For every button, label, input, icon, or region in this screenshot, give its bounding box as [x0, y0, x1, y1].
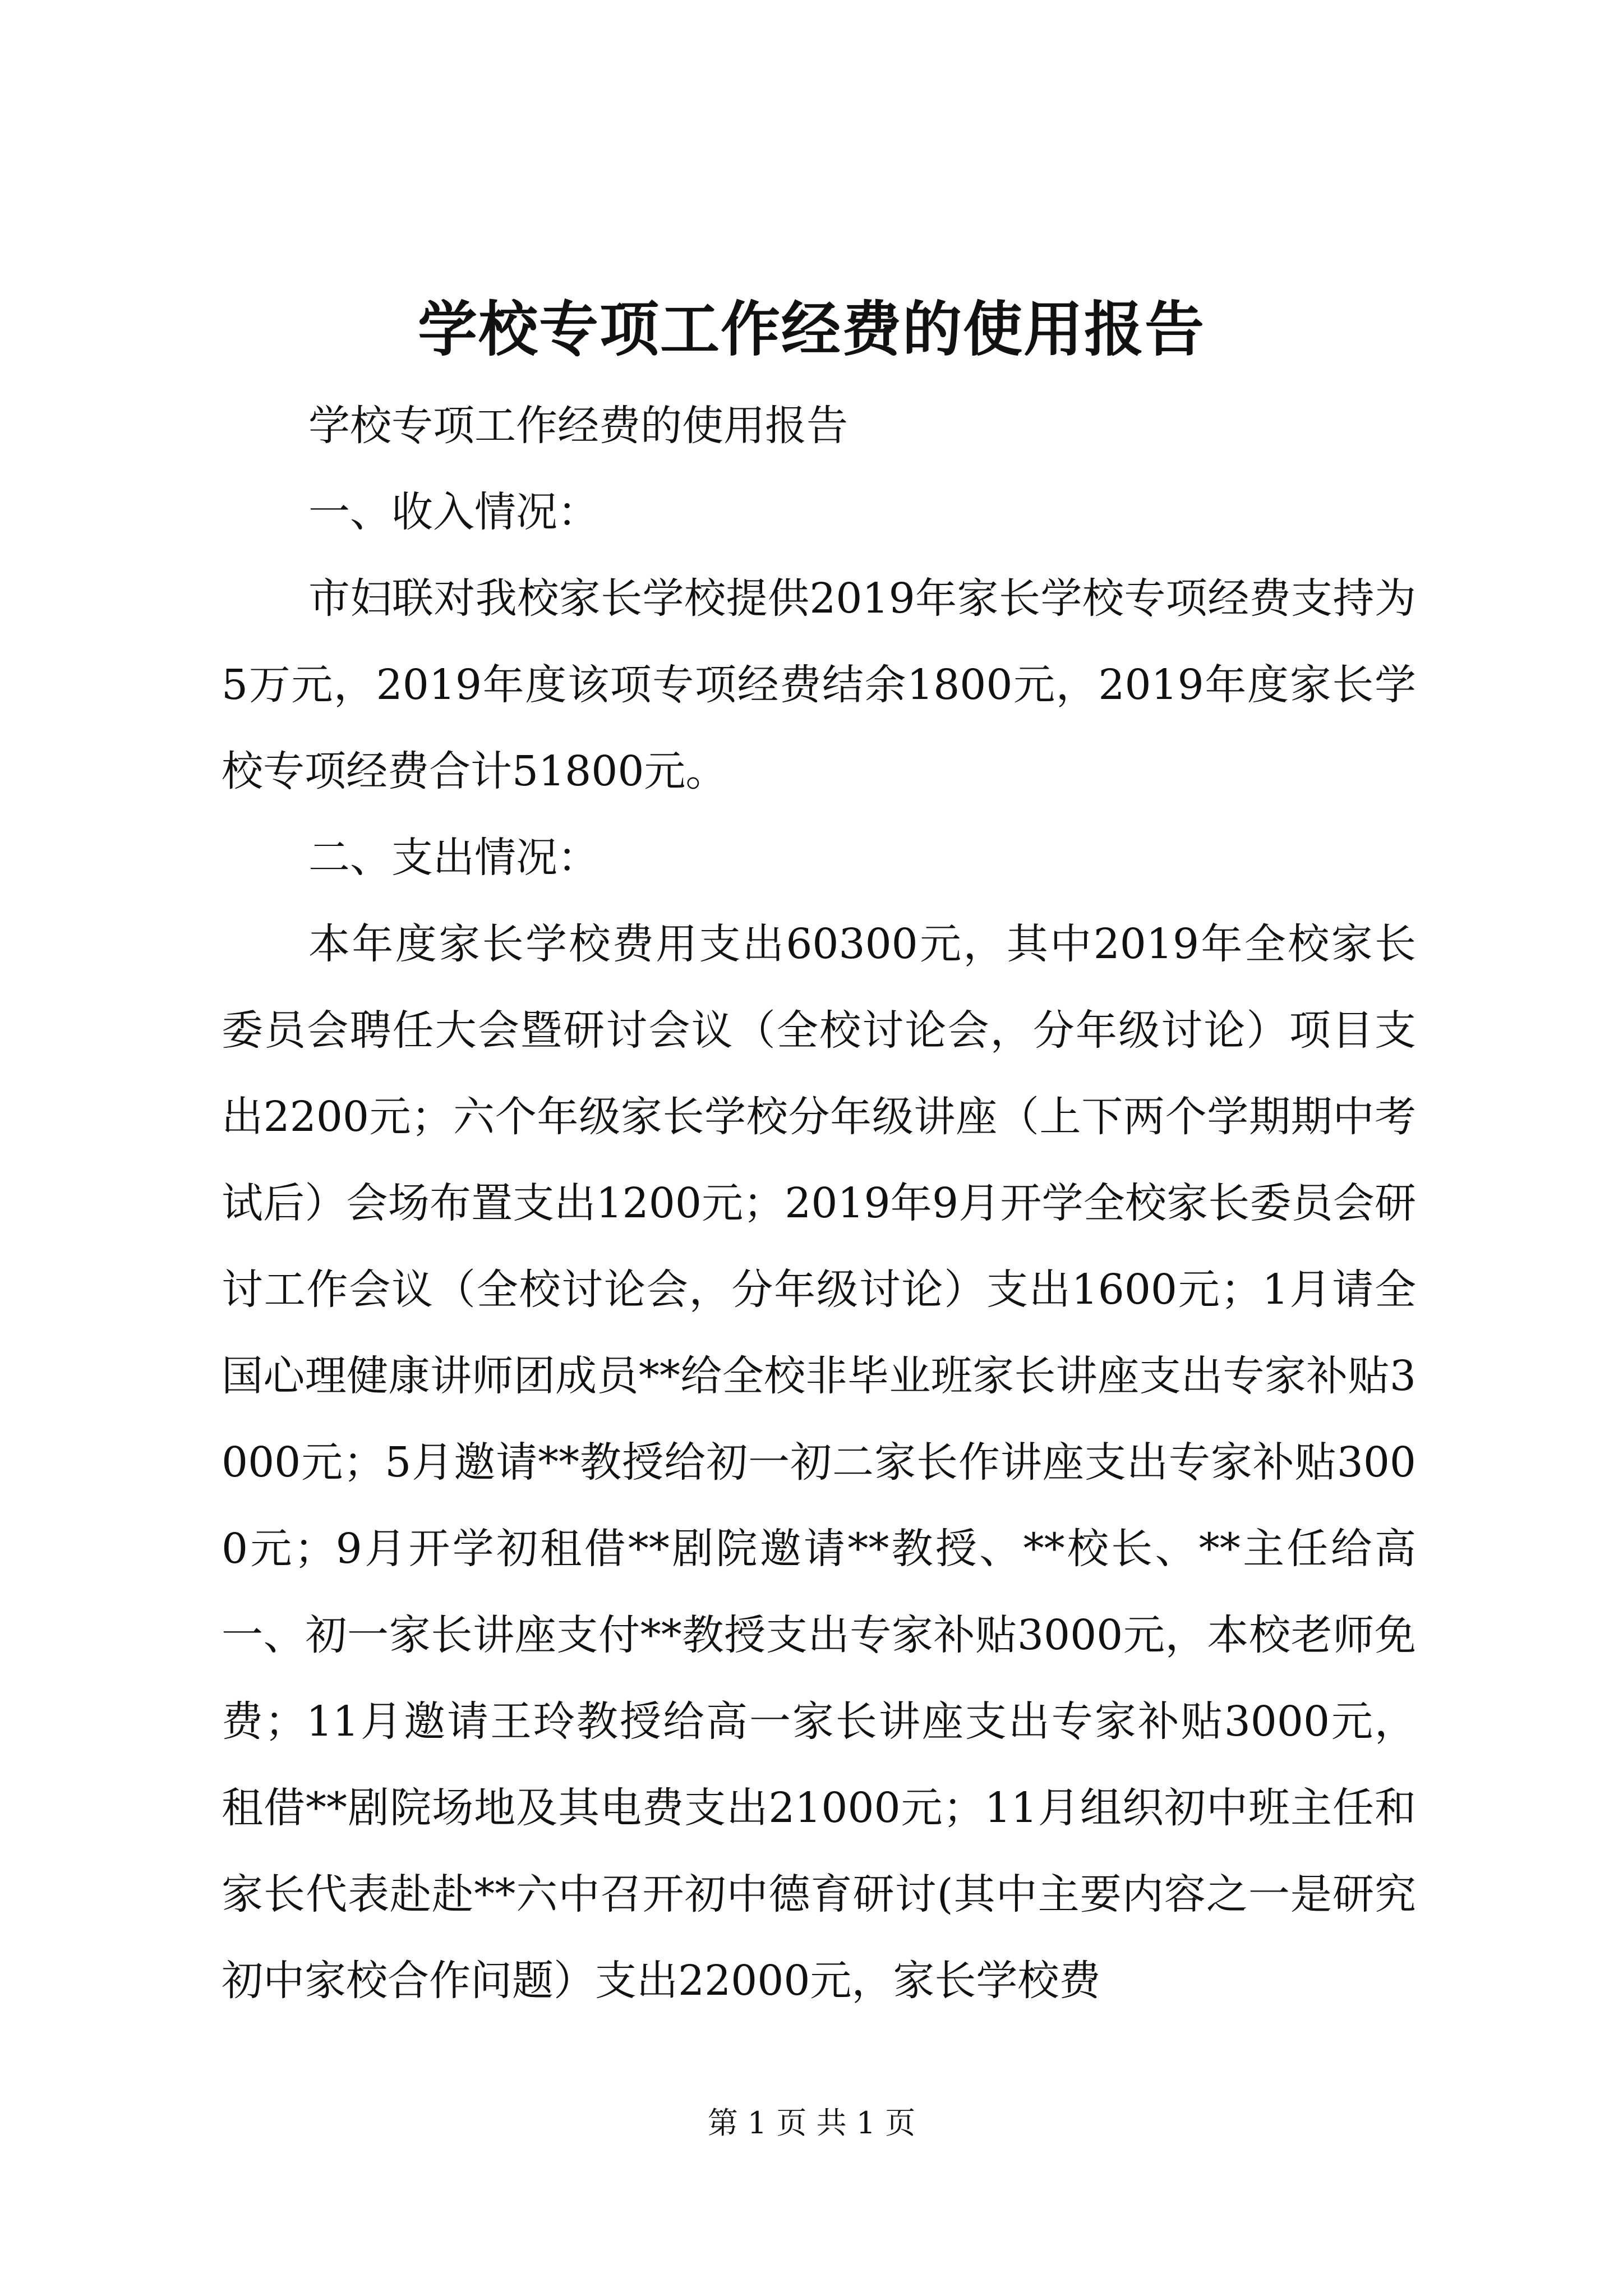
document-title: 学校专项工作经费的使用报告	[418, 294, 1205, 364]
income-paragraph: 市妇联对我校家长学校提供2019年家长学校专项经费支持为5万元，2019年度该项专项经费结余1800元，2019年度家长学校专项经费合计51800元。	[222, 574, 1416, 795]
expenditure-paragraph: 本年度家长学校费用支出60300元，其中2019年全校家长委员会聘任大会暨研讨会议（全校讨论会，分年级讨论）项目支出2200元；六个年级家长学校分年级讲座（上下两个学期期中考试后）会场布置支出1200元；2019年9月开学全校家长委员会研讨工作会议（全校讨论会，分年级讨论）支出1600元；1月请全国心理健康讲师团成员**给全校非毕业班家长讲座支出专家补贴3000元；5月邀请**教授给初一初二家长作讲座支出专家补贴3000元；9月开学初租借**剧院邀请**教授、**校长、**主任给高一、初一家长讲座支付**教授支出专家补贴3000元，本校老师免费；11月邀请王玲教授给高一家长讲座支出专家补贴3000元，租借**剧院场地及其电费支出21000元；11月组织初中班主任和家长代表赴赴**六中召开初中德育研讨(其中主要内容之一是研究初中家校合作问题）支出22000元，家长学校费	[222, 920, 1416, 2005]
section-heading-expenditure: 二、支出情况：	[308, 834, 599, 882]
section-heading-income: 一、收入情况：	[308, 488, 599, 536]
page-footer: 第 1 页 共 1 页	[707, 2105, 916, 2141]
subtitle-paragraph: 学校专项工作经费的使用报告	[308, 402, 848, 450]
document-body	[222, 383, 1416, 2024]
